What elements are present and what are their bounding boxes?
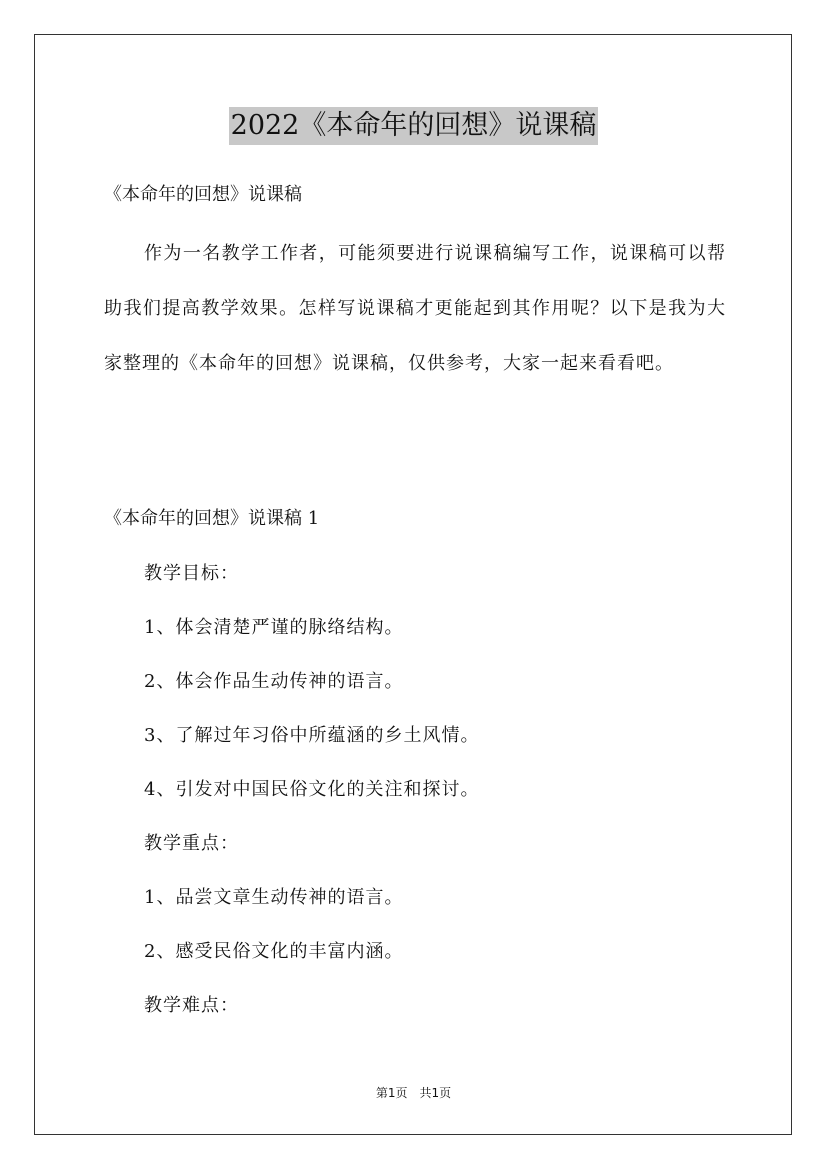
content-line: 2、体会作品生动传神的语言。 <box>144 671 404 692</box>
content-line: 3、了解过年习俗中所蕴涵的乡土风情。 <box>144 725 480 746</box>
content-line: 1、品尝文章生动传神的语言。 <box>144 887 404 908</box>
content-line: 2、感受民俗文化的丰富内涵。 <box>144 941 404 962</box>
content-line-difficulties-heading: 教学难点： <box>144 995 239 1016</box>
page-footer: 第1页 共1页 <box>375 1086 452 1100</box>
document-title-wrapper <box>0 104 827 145</box>
content-line: 4、引发对中国民俗文化的关注和探讨。 <box>144 779 480 800</box>
section-heading: 《本命年的回想》说课稿 1 <box>104 508 320 529</box>
intro-paragraph: 作为一名教学工作者，可能须要进行说课稿编写工作，说课稿可以帮助我们提高教学效果。怎样写说课稿才更能起到其作用呢？以下是我为大家整理的《本命年的回想》说课稿，仅供参考，大家一起来看看吧。 <box>104 243 726 374</box>
content-line-objectives-heading: 教学目标： <box>144 563 239 584</box>
content-list <box>144 560 479 1046</box>
document-subtitle: 《本命年的回想》说课稿 <box>104 184 302 205</box>
content-line-key-points-heading: 教学重点： <box>144 833 239 854</box>
content-line: 1、体会清楚严谨的脉络结构。 <box>144 617 404 638</box>
document-title: 2022《本命年的回想》说课稿 <box>229 107 599 145</box>
